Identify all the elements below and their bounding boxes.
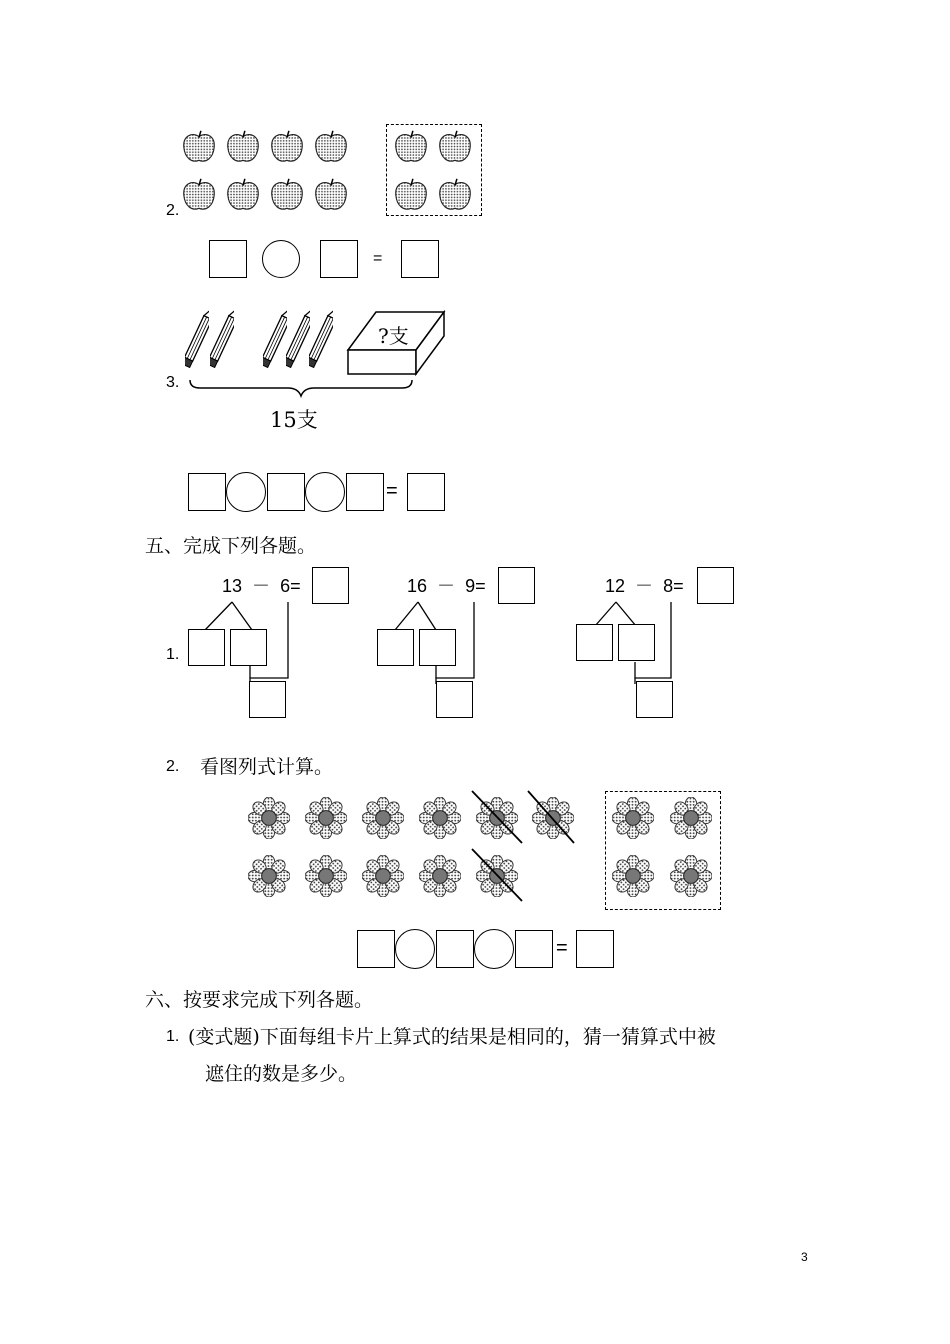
- apple-icon: [272, 179, 303, 209]
- answer-box[interactable]: [407, 473, 445, 511]
- answer-box[interactable]: [209, 240, 247, 278]
- apple-icon: [184, 179, 215, 209]
- operator-circle[interactable]: [262, 240, 300, 278]
- answer-box[interactable]: [697, 567, 734, 604]
- apple-group: [180, 128, 350, 218]
- answer-box[interactable]: [320, 240, 358, 278]
- split-box[interactable]: [576, 624, 613, 661]
- apple-icon: [440, 131, 471, 161]
- pencil-group-2: [180, 305, 250, 380]
- answer-box[interactable]: [312, 567, 349, 604]
- answer-box[interactable]: [436, 930, 474, 968]
- apple-icon: [396, 179, 427, 209]
- answer-box[interactable]: [357, 930, 395, 968]
- brace: [188, 378, 414, 400]
- flower-icon: [670, 797, 712, 839]
- apple-icon: [184, 131, 215, 161]
- answer-box[interactable]: [576, 930, 614, 968]
- flower-icon: [670, 855, 712, 897]
- question-number: 2.: [166, 202, 180, 219]
- flower-group: [248, 795, 578, 905]
- equals-sign: =: [556, 937, 568, 959]
- answer-box[interactable]: [515, 930, 553, 968]
- apple-icon: [272, 131, 303, 161]
- flower-icon: [248, 797, 290, 839]
- pencil-box-label: ?支: [378, 324, 409, 348]
- split-box[interactable]: [618, 624, 655, 661]
- answer-box[interactable]: [498, 567, 535, 604]
- operator-circle[interactable]: [474, 929, 514, 969]
- question-text-line2: 遮住的数是多少。: [205, 1063, 358, 1085]
- answer-box[interactable]: [346, 473, 384, 511]
- operator-circle[interactable]: [395, 929, 435, 969]
- pencil-icon: [306, 307, 341, 368]
- operator-circle[interactable]: [305, 472, 345, 512]
- section-heading: 六、按要求完成下列各题。: [145, 989, 374, 1011]
- flower-group-boxed: [612, 795, 717, 905]
- answer-box[interactable]: [636, 681, 673, 718]
- question-number: 1.: [166, 1028, 180, 1045]
- equals-sign: =: [373, 250, 383, 267]
- answer-box[interactable]: [401, 240, 439, 278]
- problem-expression: 12 － 8=: [605, 576, 684, 596]
- split-box[interactable]: [377, 629, 414, 666]
- answer-box[interactable]: [249, 681, 286, 718]
- problem-expression: 16 － 9=: [407, 576, 486, 596]
- apple-icon: [440, 179, 471, 209]
- flower-icon: [612, 855, 654, 897]
- flower-icon: [362, 797, 404, 839]
- question-text: 看图列式计算。: [200, 756, 334, 778]
- answer-box[interactable]: [188, 473, 226, 511]
- equals-sign: =: [386, 480, 398, 502]
- flower-icon: [362, 855, 404, 897]
- operator-circle[interactable]: [226, 472, 266, 512]
- split-box[interactable]: [230, 629, 267, 666]
- section-heading: 五、完成下列各题。: [145, 535, 317, 557]
- problem-expression: 13 － 6=: [222, 576, 301, 596]
- flower-icon: [305, 855, 347, 897]
- question-number: 3.: [166, 374, 180, 391]
- apple-icon: [316, 131, 347, 161]
- apple-group-boxed: [392, 128, 476, 218]
- pencil-group-3: [258, 305, 348, 380]
- question-number: 1.: [166, 646, 180, 663]
- flower-icon: [419, 855, 461, 897]
- total-label: 15支: [270, 408, 318, 432]
- answer-box[interactable]: [267, 473, 305, 511]
- apple-icon: [316, 179, 347, 209]
- split-box[interactable]: [188, 629, 225, 666]
- question-number: 2.: [166, 758, 180, 775]
- flower-icon: [612, 797, 654, 839]
- question-text-line1: (变式题)下面每组卡片上算式的结果是相同的，猜一猜算式中被: [188, 1026, 716, 1048]
- flower-icon: [248, 855, 290, 897]
- flower-icon: [419, 797, 461, 839]
- apple-icon: [228, 131, 259, 161]
- page-number: 3: [801, 1250, 808, 1264]
- answer-box[interactable]: [436, 681, 473, 718]
- apple-icon: [228, 179, 259, 209]
- flower-icon: [305, 797, 347, 839]
- apple-icon: [396, 131, 427, 161]
- pencil-icon: [207, 307, 242, 368]
- split-box[interactable]: [419, 629, 456, 666]
